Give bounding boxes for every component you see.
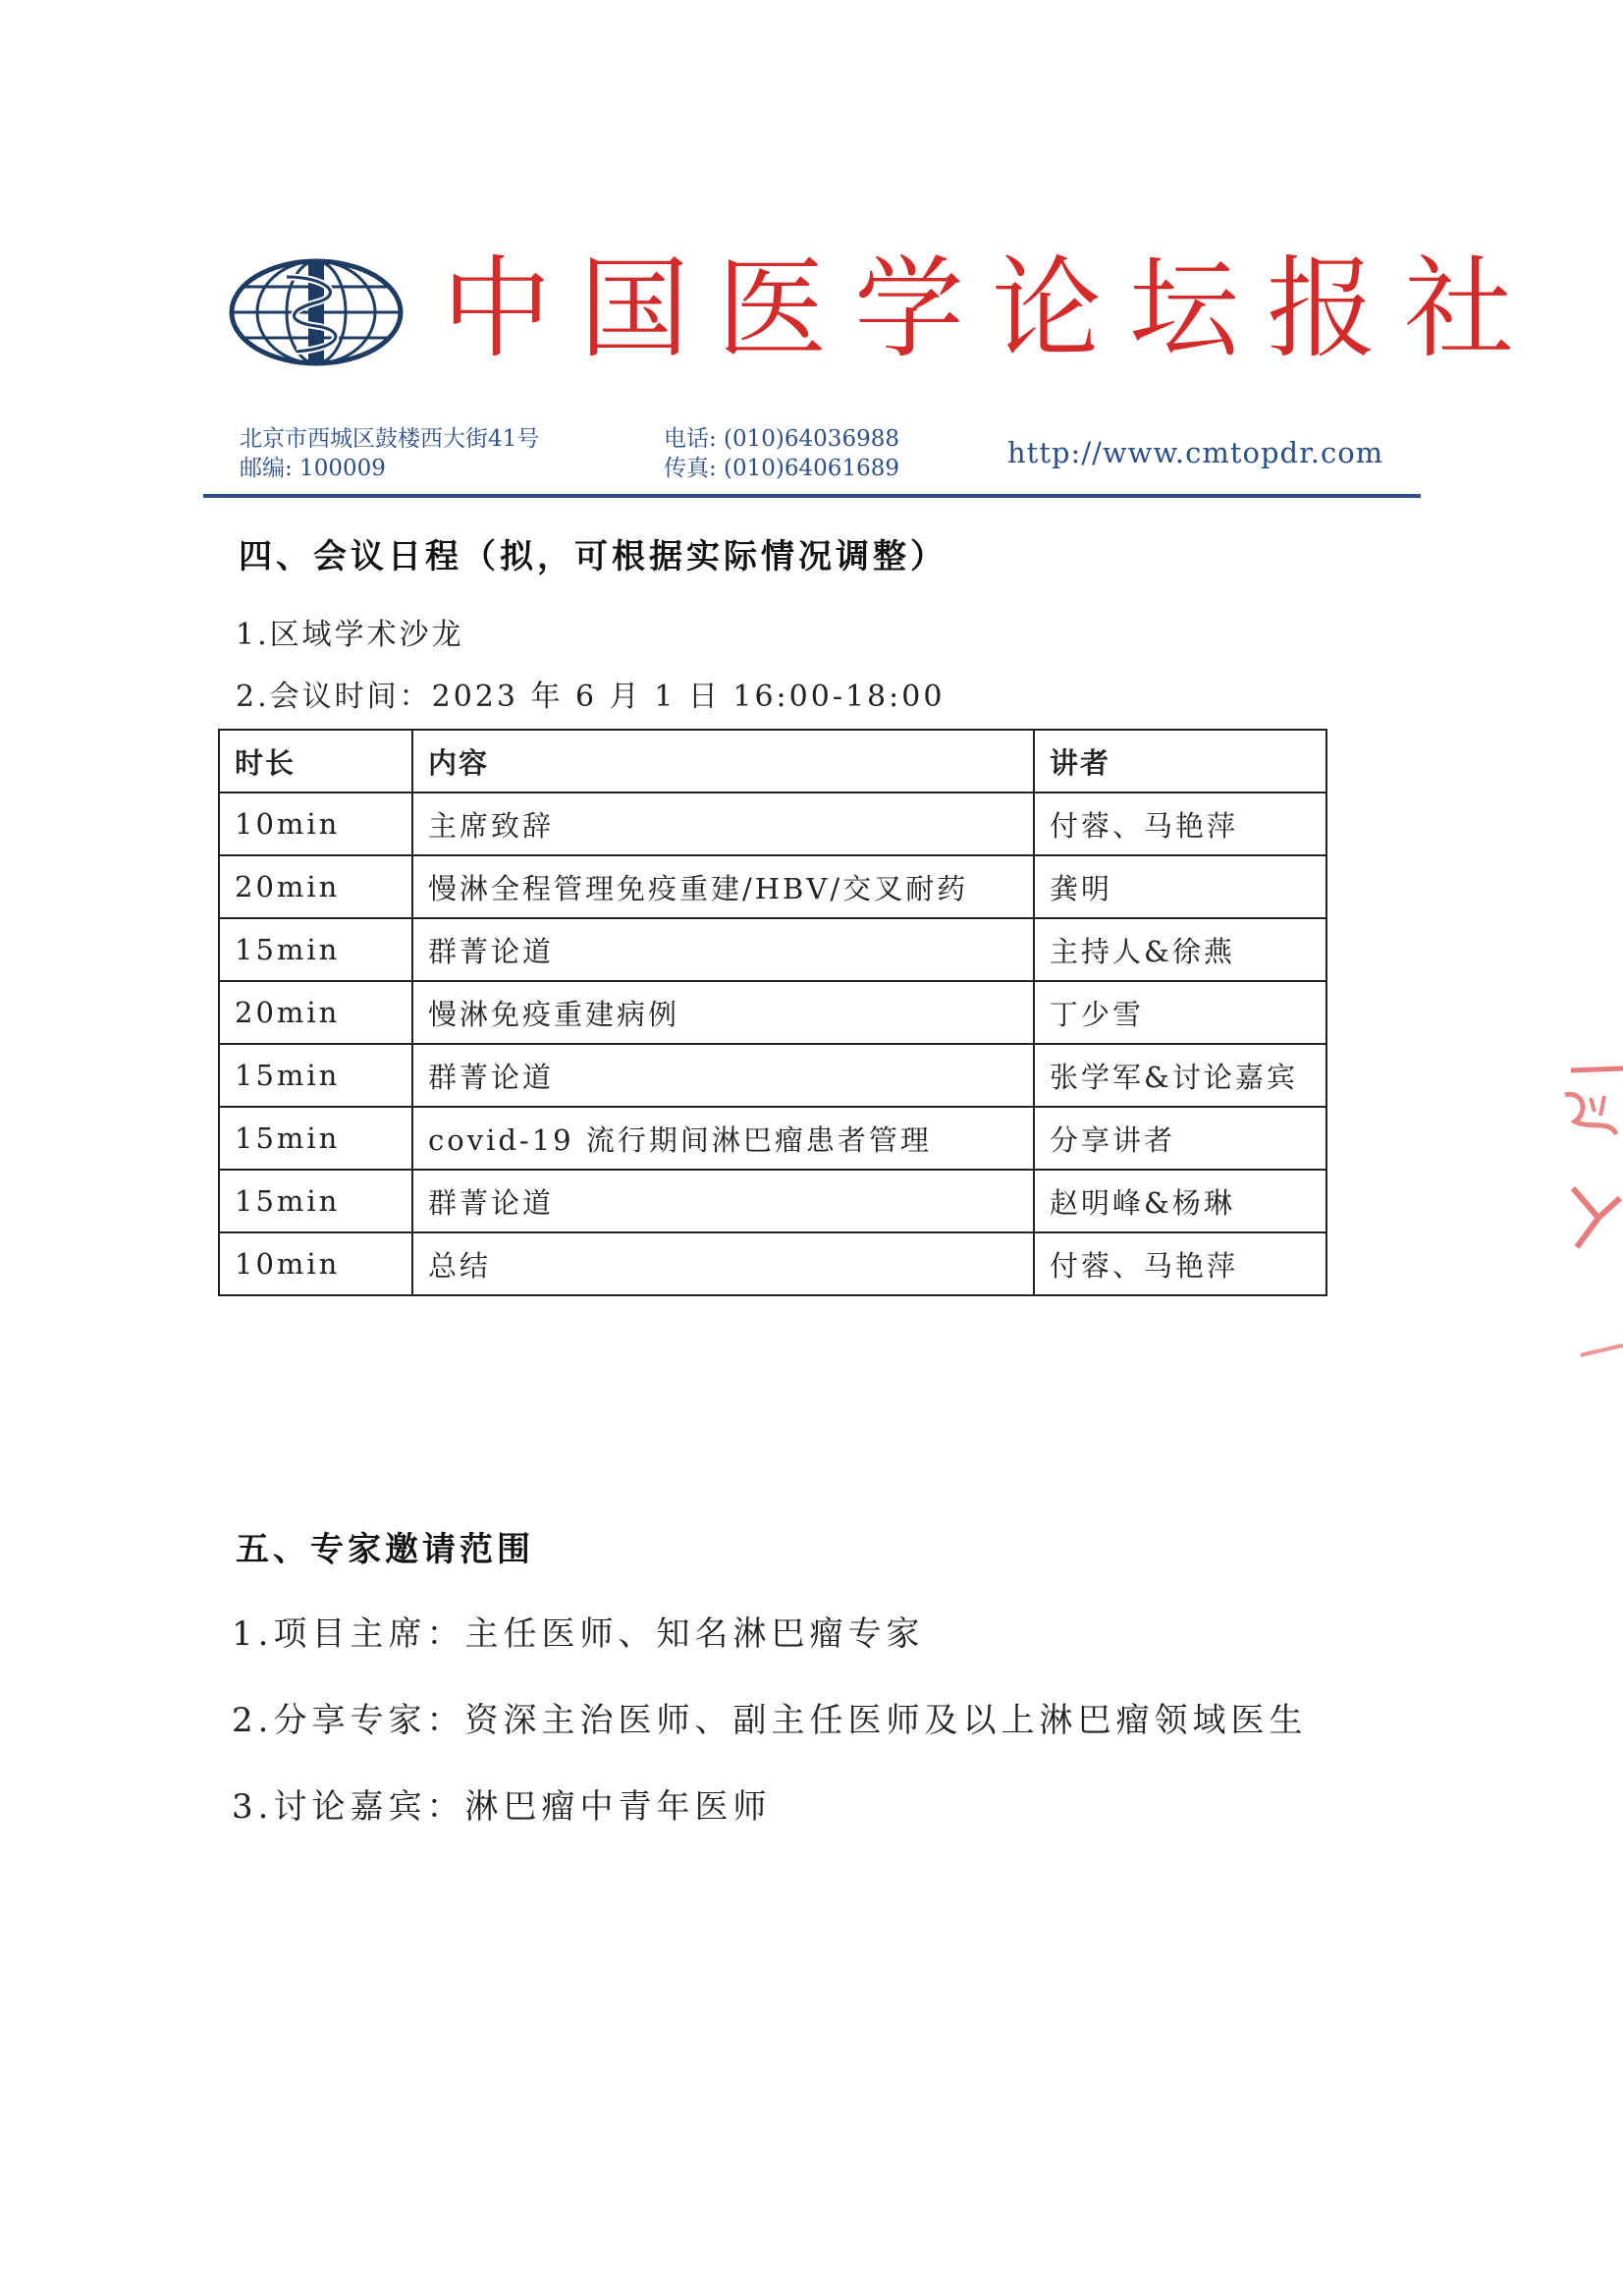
cell-speaker: 张学军&讨论嘉宾 (1034, 1044, 1326, 1107)
address: 北京市西城区鼓楼西大街41号 (240, 426, 540, 452)
cell-duration: 20min (219, 855, 412, 918)
cell-duration: 15min (219, 1170, 412, 1232)
section5-item: 1.项目主席：主任医师、知名淋巴瘤专家 (232, 1614, 925, 1654)
table-row (219, 918, 1326, 981)
caduceus-globe-logo-icon (228, 257, 405, 367)
cell-duration: 15min (219, 918, 412, 981)
phone: 电话: (010)64036988 (664, 426, 899, 452)
cell-content: 主席致辞 (412, 793, 1034, 855)
cell-speaker: 分享讲者 (1034, 1107, 1326, 1170)
fax: 传真: (010)64061689 (664, 456, 899, 481)
table-row (219, 1044, 1326, 1107)
contact-phone-block (664, 424, 899, 483)
org-name: 中国医学论坛报社 (442, 246, 1542, 373)
section4-item2: 2.会议时间：2023 年 6 月 1 日 16:00-18:00 (236, 680, 946, 714)
cell-content: 总结 (412, 1232, 1034, 1295)
agenda-table (218, 729, 1327, 1296)
section4-heading: 四、会议日程（拟，可根据实际情况调整） (239, 537, 947, 576)
cell-content: 群菁论道 (412, 1044, 1034, 1107)
section5-heading: 五、专家邀请范围 (236, 1530, 534, 1569)
cell-speaker: 付蓉、马艳萍 (1034, 793, 1326, 855)
header-content: 内容 (412, 730, 1034, 793)
cell-content: 慢淋全程管理免疫重建/HBV/交叉耐药 (412, 855, 1034, 918)
cell-content: 慢淋免疫重建病例 (412, 981, 1034, 1044)
section5-item: 3.讨论嘉宾：淋巴瘤中青年医师 (232, 1787, 772, 1827)
table-row (219, 981, 1326, 1044)
section4-item1: 1.区域学术沙龙 (236, 618, 464, 652)
cell-duration: 15min (219, 1107, 412, 1170)
header-duration: 时长 (219, 730, 412, 793)
letterhead-divider (203, 494, 1421, 498)
table-row (219, 793, 1326, 855)
cell-duration: 10min (219, 793, 412, 855)
cell-speaker: 丁少雪 (1034, 981, 1326, 1044)
table-row (219, 855, 1326, 918)
table-row (219, 1232, 1326, 1295)
contact-address-block (240, 424, 539, 483)
cell-speaker: 龚明 (1034, 855, 1326, 918)
red-seal-fragment-icon (1551, 1051, 1623, 1375)
cell-speaker: 主持人&徐燕 (1034, 918, 1326, 981)
cell-duration: 15min (219, 1044, 412, 1107)
cell-content: 群菁论道 (412, 1170, 1034, 1232)
cell-duration: 10min (219, 1232, 412, 1295)
section5-item: 2.分享专家：资深主治医师、副主任医师及以上淋巴瘤领域医生 (232, 1701, 1308, 1740)
website-link[interactable]: http://www.cmtopdr.com (1007, 436, 1384, 469)
header-speaker: 讲者 (1034, 730, 1326, 793)
cell-content: 群菁论道 (412, 918, 1034, 981)
cell-speaker: 赵明峰&杨琳 (1034, 1170, 1326, 1232)
table-header-row (219, 730, 1326, 793)
table-row (219, 1107, 1326, 1170)
postcode: 邮编: 100009 (240, 456, 386, 481)
cell-content: covid-19 流行期间淋巴瘤患者管理 (412, 1107, 1034, 1170)
table-row (219, 1170, 1326, 1232)
cell-duration: 20min (219, 981, 412, 1044)
cell-speaker: 付蓉、马艳萍 (1034, 1232, 1326, 1295)
